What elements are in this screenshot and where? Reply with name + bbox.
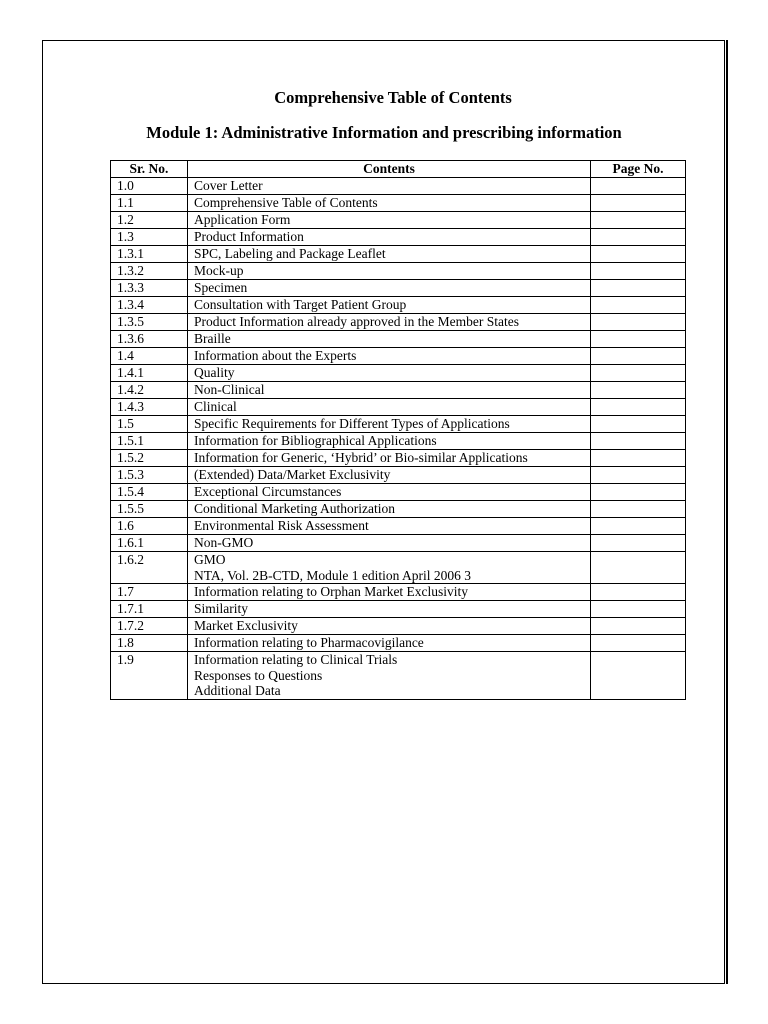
table-row xyxy=(111,552,686,584)
table-row xyxy=(111,635,686,652)
sr-no-cell: 1.2 xyxy=(111,212,188,229)
contents-line: Exceptional Circumstances xyxy=(194,484,342,499)
page-no-cell xyxy=(591,601,686,618)
sr-no-cell: 1.3 xyxy=(111,229,188,246)
table-row xyxy=(111,246,686,263)
table-row xyxy=(111,314,686,331)
table-row xyxy=(111,263,686,280)
contents-cell xyxy=(188,263,591,280)
table-row xyxy=(111,450,686,467)
page-no-cell xyxy=(591,195,686,212)
table-row xyxy=(111,584,686,601)
page-no-cell xyxy=(591,331,686,348)
contents-cell xyxy=(188,501,591,518)
table-row xyxy=(111,348,686,365)
table-row xyxy=(111,535,686,552)
sr-no-cell: 1.3.3 xyxy=(111,280,188,297)
table-row xyxy=(111,601,686,618)
contents-line: Information relating to Pharmacovigilance xyxy=(194,635,424,650)
contents-cell xyxy=(188,518,591,535)
contents-cell xyxy=(188,652,591,700)
header-row xyxy=(111,161,686,178)
contents-cell xyxy=(188,297,591,314)
table-row xyxy=(111,518,686,535)
contents-cell xyxy=(188,229,591,246)
contents-line: Information relating to Clinical Trials xyxy=(194,652,398,667)
contents-cell xyxy=(188,314,591,331)
sr-no-cell: 1.5.5 xyxy=(111,501,188,518)
contents-line: Product Information xyxy=(194,229,304,244)
table-row xyxy=(111,618,686,635)
contents-line: Mock-up xyxy=(194,263,244,278)
page-no-cell xyxy=(591,280,686,297)
contents-line: Consultation with Target Patient Group xyxy=(194,297,407,312)
contents-cell xyxy=(188,601,591,618)
page-no-cell xyxy=(591,635,686,652)
table-row xyxy=(111,195,686,212)
page-no-cell xyxy=(591,382,686,399)
contents-line: SPC, Labeling and Package Leaflet xyxy=(194,246,386,261)
contents-line: (Extended) Data/Market Exclusivity xyxy=(194,467,391,482)
contents-cell xyxy=(188,178,591,195)
page-no-cell xyxy=(591,552,686,584)
table-row xyxy=(111,416,686,433)
page-no-cell xyxy=(591,501,686,518)
page-no-cell xyxy=(591,314,686,331)
sr-no-cell: 1.5.4 xyxy=(111,484,188,501)
page-no-cell xyxy=(591,246,686,263)
contents-line: Similarity xyxy=(194,601,248,616)
sr-no-cell: 1.5.3 xyxy=(111,467,188,484)
page-no-cell xyxy=(591,348,686,365)
page-no-cell xyxy=(591,433,686,450)
page-no-cell xyxy=(591,365,686,382)
sr-no-cell: 1.5 xyxy=(111,416,188,433)
sr-no-cell: 1.3.2 xyxy=(111,263,188,280)
page-no-cell xyxy=(591,212,686,229)
contents-cell xyxy=(188,399,591,416)
contents-cell xyxy=(188,467,591,484)
contents-cell xyxy=(188,416,591,433)
contents-cell xyxy=(188,635,591,652)
sr-no-cell: 1.6.2 xyxy=(111,552,188,584)
sr-no-cell: 1.1 xyxy=(111,195,188,212)
sr-no-cell: 1.3.4 xyxy=(111,297,188,314)
sr-no-cell: 1.5.2 xyxy=(111,450,188,467)
contents-line: Information for Bibliographical Applications xyxy=(194,433,437,448)
contents-cell xyxy=(188,365,591,382)
sr-no-cell: 1.3.5 xyxy=(111,314,188,331)
contents-cell xyxy=(188,280,591,297)
contents-line: Comprehensive Table of Contents xyxy=(194,195,378,210)
sr-no-cell: 1.4.1 xyxy=(111,365,188,382)
sr-no-cell: 1.7.2 xyxy=(111,618,188,635)
sr-no-cell: 1.8 xyxy=(111,635,188,652)
contents-line: Cover Letter xyxy=(194,178,263,193)
sr-no-cell: 1.3.1 xyxy=(111,246,188,263)
contents-line: Additional Data xyxy=(194,683,281,698)
page-no-cell xyxy=(591,416,686,433)
table-row xyxy=(111,212,686,229)
contents-line: Application Form xyxy=(194,212,291,227)
contents-cell xyxy=(188,246,591,263)
table-row xyxy=(111,484,686,501)
sr-no-cell: 1.7 xyxy=(111,584,188,601)
table-row xyxy=(111,178,686,195)
contents-line: Braille xyxy=(194,331,231,346)
contents-cell xyxy=(188,212,591,229)
contents-line: Quality xyxy=(194,365,235,380)
sr-no-cell: 1.9 xyxy=(111,652,188,700)
table-row xyxy=(111,365,686,382)
contents-line: Market Exclusivity xyxy=(194,618,298,633)
contents-cell xyxy=(188,348,591,365)
page-no-cell xyxy=(591,484,686,501)
sr-no-cell: 1.0 xyxy=(111,178,188,195)
contents-line: Non-Clinical xyxy=(194,382,265,397)
header-sr-no: Sr. No. xyxy=(111,161,188,178)
page-no-cell xyxy=(591,467,686,484)
page-no-cell xyxy=(591,263,686,280)
contents-line: Information for Generic, ‘Hybrid’ or Bio-similar Applications xyxy=(194,450,528,465)
contents-line: NTA, Vol. 2B-CTD, Module 1 edition April 2006 3 xyxy=(194,567,472,583)
contents-cell xyxy=(188,331,591,348)
sr-no-cell: 1.6 xyxy=(111,518,188,535)
table-row xyxy=(111,280,686,297)
contents-cell xyxy=(188,618,591,635)
sr-no-cell: 1.3.6 xyxy=(111,331,188,348)
table-row xyxy=(111,382,686,399)
page-no-cell xyxy=(591,652,686,700)
sr-no-cell: 1.7.1 xyxy=(111,601,188,618)
sr-no-cell: 1.4.2 xyxy=(111,382,188,399)
contents-cell xyxy=(188,195,591,212)
page-no-cell xyxy=(591,399,686,416)
sr-no-cell: 1.5.1 xyxy=(111,433,188,450)
toc-table-body xyxy=(111,178,686,700)
contents-cell xyxy=(188,433,591,450)
table-row xyxy=(111,399,686,416)
sr-no-cell: 1.4.3 xyxy=(111,399,188,416)
contents-line: Product Information already approved in the Member States xyxy=(194,314,520,329)
sr-no-cell: 1.6.1 xyxy=(111,535,188,552)
sr-no-cell: 1.4 xyxy=(111,348,188,365)
document-title: Comprehensive Table of Contents xyxy=(274,88,512,107)
contents-cell xyxy=(188,535,591,552)
contents-line: Responses to Questions xyxy=(194,667,323,683)
table-row xyxy=(111,433,686,450)
contents-line: Specific Requirements for Different Types of Applications xyxy=(194,416,510,431)
contents-cell xyxy=(188,552,591,584)
contents-cell xyxy=(188,450,591,467)
header-page-no: Page No. xyxy=(591,161,686,178)
page-no-cell xyxy=(591,535,686,552)
contents-line: Information relating to Orphan Market Exclusivity xyxy=(194,584,469,599)
table-row xyxy=(111,501,686,518)
page-no-cell xyxy=(591,618,686,635)
contents-line: Specimen xyxy=(194,280,248,295)
page-no-cell xyxy=(591,518,686,535)
table-row xyxy=(111,331,686,348)
page-no-cell xyxy=(591,178,686,195)
page-no-cell xyxy=(591,229,686,246)
toc-table xyxy=(110,160,686,700)
page-no-cell xyxy=(591,297,686,314)
table-row xyxy=(111,652,686,700)
contents-line: Conditional Marketing Authorization xyxy=(194,501,395,516)
header-contents: Contents xyxy=(188,161,591,178)
contents-cell xyxy=(188,382,591,399)
page-no-cell xyxy=(591,450,686,467)
contents-cell xyxy=(188,484,591,501)
module-title: Module 1: Administrative Information and prescribing information xyxy=(146,123,622,142)
table-row xyxy=(111,229,686,246)
table-row xyxy=(111,297,686,314)
table-row xyxy=(111,467,686,484)
page-no-cell xyxy=(591,584,686,601)
contents-line: Information about the Experts xyxy=(194,348,357,363)
contents-line: Clinical xyxy=(194,399,237,414)
contents-cell xyxy=(188,584,591,601)
toc-table-header xyxy=(111,161,686,178)
contents-line: Environmental Risk Assessment xyxy=(194,518,369,533)
contents-line: Non-GMO xyxy=(194,535,254,550)
contents-line: GMO xyxy=(194,552,226,567)
